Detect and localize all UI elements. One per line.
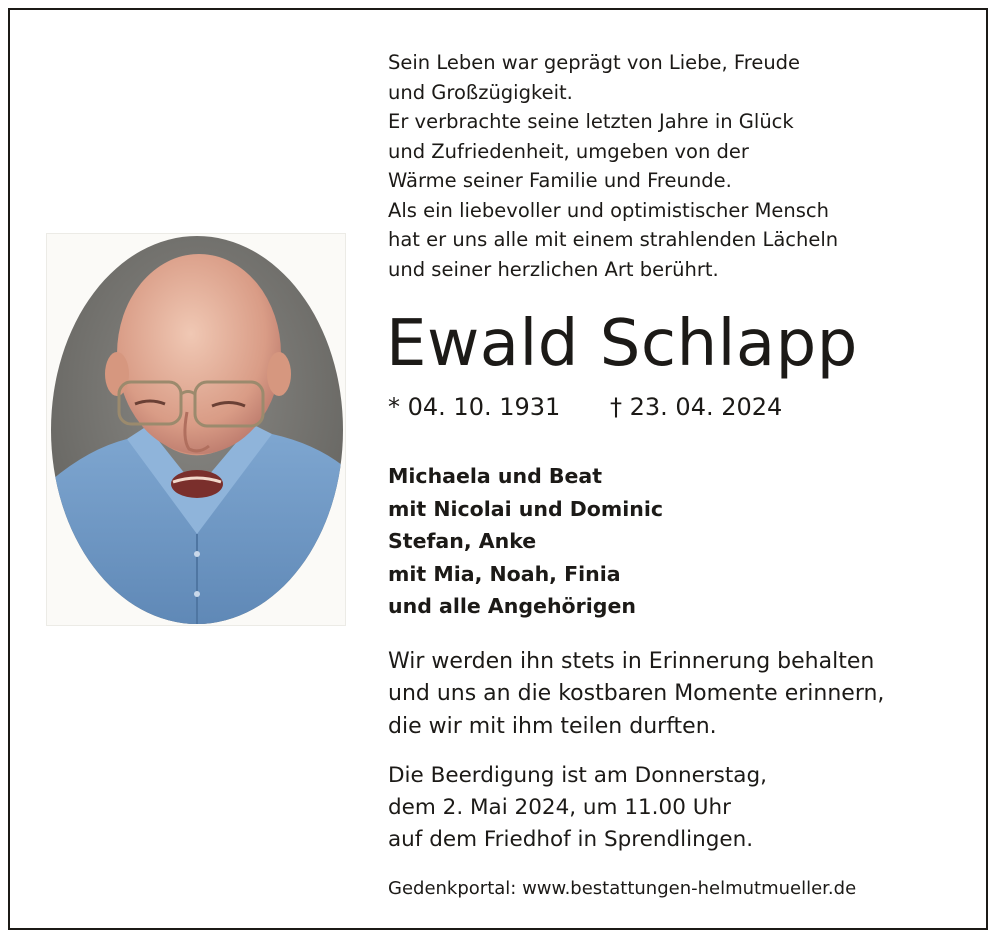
memorial-portal-link[interactable]: Gedenkportal: www.bestattungen-helmutmueller.de bbox=[388, 878, 857, 899]
intro-line: Er verbrachte seine letzten Jahre in Glück bbox=[388, 110, 794, 133]
portrait-photo bbox=[46, 233, 346, 626]
mourner-line: Michaela und Beat bbox=[388, 464, 603, 488]
intro-line: Sein Leben war geprägt von Liebe, Freude bbox=[388, 51, 801, 74]
portrait-image bbox=[47, 234, 347, 627]
closing-line: Wir werden ihn stets in Erinnerung behalten bbox=[388, 648, 875, 674]
deceased-name: Ewald Schlapp bbox=[386, 307, 858, 381]
intro-line: Wärme seiner Familie und Freunde. bbox=[388, 169, 732, 192]
mourner-line: mit Nicolai und Dominic bbox=[388, 496, 664, 521]
funeral-line: Die Beerdigung ist am Donnerstag, bbox=[388, 763, 767, 788]
closing-line: und uns an die kostbaren Momente erinnern, bbox=[388, 681, 885, 706]
intro-line: hat er uns alle mit einem strahlenden Lächeln bbox=[388, 228, 839, 251]
funeral-info bbox=[388, 760, 968, 856]
intro-line: und Zufriedenheit, umgeben von der bbox=[388, 139, 749, 163]
intro-paragraph bbox=[388, 48, 968, 284]
life-dates bbox=[388, 392, 968, 422]
mourner-line: und alle Angehörigen bbox=[388, 594, 636, 618]
intro-line: Als ein liebevoller und optimistischer Mensch bbox=[388, 198, 829, 222]
funeral-line: dem 2. Mai 2024, um 11.00 Uhr bbox=[388, 795, 731, 820]
closing-paragraph bbox=[388, 646, 968, 744]
intro-line: und Großzügigkeit. bbox=[388, 80, 573, 104]
mourners-list bbox=[388, 460, 968, 623]
mourner-line: Stefan, Anke bbox=[388, 529, 537, 553]
death-date: † 23. 04. 2024 bbox=[610, 393, 783, 421]
funeral-line: auf dem Friedhof in Sprendlingen. bbox=[388, 827, 754, 852]
birth-date: * 04. 10. 1931 bbox=[388, 393, 561, 421]
intro-line: und seiner herzlichen Art berührt. bbox=[388, 257, 719, 281]
closing-line: die wir mit ihm teilen durften. bbox=[388, 713, 717, 739]
mourner-line: mit Mia, Noah, Finia bbox=[388, 561, 621, 586]
obituary-text bbox=[388, 48, 968, 901]
